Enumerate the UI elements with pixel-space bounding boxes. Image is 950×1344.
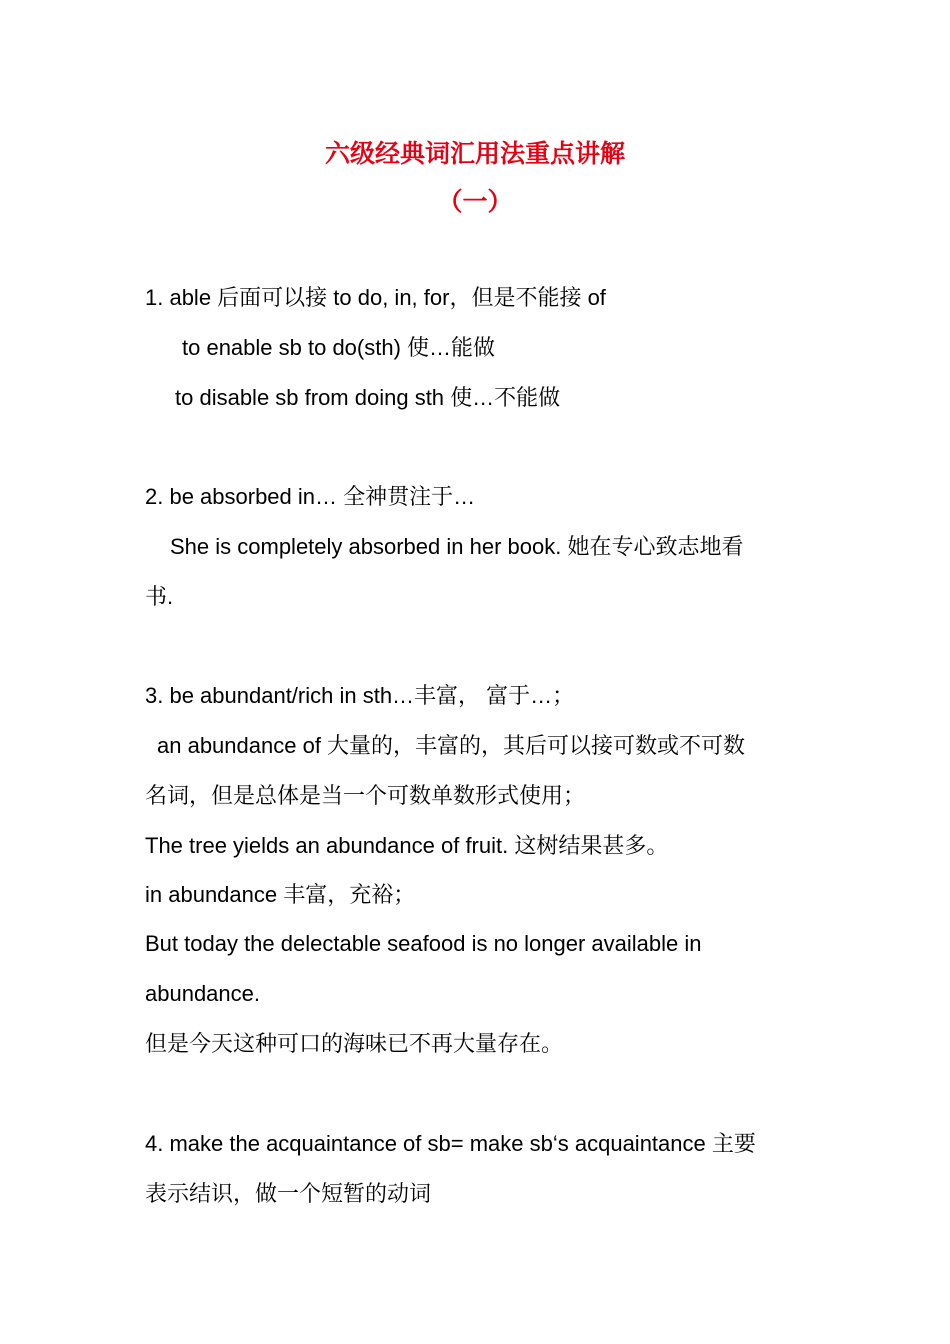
item-3-example-translation: 但是今天这种可口的海味已不再大量存在。 xyxy=(145,1031,564,1056)
item-3-abundance-of-continued: 名词，但是总体是当一个可数单数形式使用； xyxy=(145,783,586,808)
item-3-example-seafood: But today the delectable seafood is no longer available in xyxy=(145,931,702,956)
item-2-heading: 2. be absorbed in… 全神贯注于… xyxy=(145,484,476,509)
document-title: 六级经典词汇用法重点讲解 xyxy=(324,139,625,168)
item-4-heading: 4. make the acquaintance of sb= make sb‘s acquaintance 主要 xyxy=(145,1131,756,1156)
item-1-example-enable: to enable sb to do(sth) 使…能做 xyxy=(182,335,496,360)
item-1-example-disable: to disable sb from doing sth 使…不能做 xyxy=(175,385,561,410)
item-3-example-seafood-continued: abundance. xyxy=(145,981,260,1006)
item-3-in-abundance: in abundance 丰富，充裕； xyxy=(145,882,416,907)
item-3-example-tree: The tree yields an abundance of fruit. 这树结果甚多。 xyxy=(145,833,669,858)
document-subtitle: （一） xyxy=(437,187,513,216)
item-4-heading-continued: 表示结识，做一个短暂的动词 xyxy=(145,1181,432,1206)
item-3-heading: 3. be abundant/rich in sth…丰富， 富于…； xyxy=(145,683,575,708)
item-1-heading: 1. able 后面可以接 to do, in, for，但是不能接 of xyxy=(145,285,606,310)
item-3-abundance-of: an abundance of 大量的，丰富的，其后可以接可数或不可数 xyxy=(157,733,746,758)
item-2-example: She is completely absorbed in her book. 她在专心致志地看 xyxy=(170,534,744,559)
item-2-example-continued: 书. xyxy=(145,584,174,609)
